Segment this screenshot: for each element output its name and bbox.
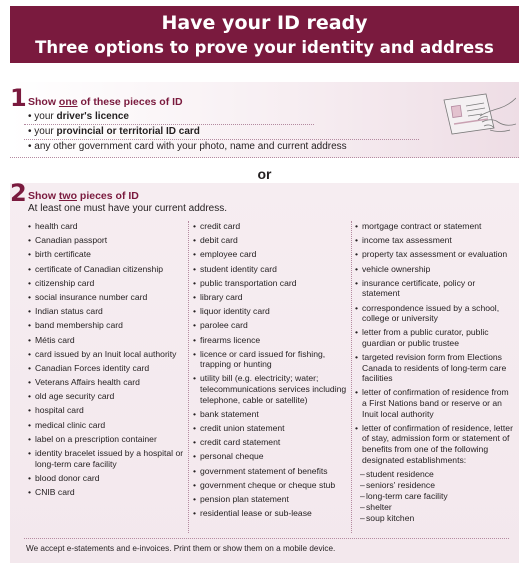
list-item: • health card bbox=[28, 221, 186, 232]
list-item: • label on a prescription container bbox=[28, 434, 186, 445]
list-item: • old age security card bbox=[28, 391, 186, 402]
list-item: • vehicle ownership bbox=[355, 264, 513, 275]
option-one-section bbox=[10, 82, 519, 158]
list-item: • employee card bbox=[193, 249, 351, 260]
footer-note: We accept e-statements and e-invoices. Print them or show them on a mobile device. bbox=[26, 544, 336, 553]
list-item: – shelter bbox=[355, 502, 513, 513]
list-item: • Indian status card bbox=[28, 306, 186, 317]
option-two-number: 2 bbox=[10, 179, 27, 207]
list-item: • insurance certificate, policy or statement bbox=[355, 278, 513, 299]
list-item: • Canadian Forces identity card bbox=[28, 363, 186, 374]
page-title: Have your ID ready bbox=[161, 12, 368, 34]
list-item: • income tax assessment bbox=[355, 235, 513, 246]
list-item: – seniors' residence bbox=[355, 480, 513, 491]
title-banner bbox=[10, 6, 519, 63]
column-divider bbox=[351, 221, 352, 533]
list-item: • firearms licence bbox=[193, 335, 351, 346]
list-item: – student residence bbox=[355, 469, 513, 480]
item-text: any other government card with your photo, name and current address bbox=[34, 141, 347, 152]
heading-text: of these pieces of ID bbox=[77, 96, 183, 108]
option-two-section bbox=[10, 179, 519, 563]
id-list-column-2 bbox=[193, 221, 351, 522]
option-one-item: • your driver's licence bbox=[28, 111, 129, 122]
list-item: • personal cheque bbox=[193, 451, 351, 462]
option-one-heading bbox=[28, 96, 183, 108]
list-item: • targeted revision form from Elections Canada to residents of long-term care facilities bbox=[355, 352, 513, 384]
item-bold-text: provincial or territorial ID card bbox=[56, 126, 200, 137]
heading-text: Show bbox=[28, 96, 59, 108]
option-one-item: • any other government card with your photo, name and current address bbox=[28, 141, 347, 152]
list-item: • utility bill (e.g. electricity; water; telecommunications services including telephone, cable or satellite) bbox=[193, 373, 351, 405]
list-item: • correspondence issued by a school, college or university bbox=[355, 303, 513, 324]
option-two-subheading: At least one must have your current address. bbox=[28, 203, 227, 214]
list-item: • government cheque or cheque stub bbox=[193, 480, 351, 491]
heading-emphasis: one bbox=[58, 96, 78, 108]
list-item: • birth certificate bbox=[28, 249, 186, 260]
list-item: • social insurance number card bbox=[28, 292, 186, 303]
list-item: • debit card bbox=[193, 235, 351, 246]
list-item: • mortgage contract or statement bbox=[355, 221, 513, 232]
list-item: • band membership card bbox=[28, 320, 186, 331]
list-item: • Veterans Affairs health card bbox=[28, 377, 186, 388]
id-card-in-hand-icon bbox=[424, 86, 516, 148]
establishment-list bbox=[355, 469, 513, 524]
or-separator: or bbox=[257, 166, 272, 182]
heading-text: Show bbox=[28, 190, 59, 202]
list-item: – soup kitchen bbox=[355, 513, 513, 524]
list-item: • letter of confirmation of residence from a First Nations band or reserve or an Inuit local authority bbox=[355, 387, 513, 419]
id-list-column-3 bbox=[355, 221, 513, 524]
list-item: • CNIB card bbox=[28, 487, 186, 498]
list-item: • residential lease or sub-lease bbox=[193, 508, 351, 519]
list-item: • citizenship card bbox=[28, 278, 186, 289]
list-item: • property tax assessment or evaluation bbox=[355, 249, 513, 260]
list-item: • identity bracelet issued by a hospital or long-term care facility bbox=[28, 448, 186, 469]
page-subtitle: Three options to prove your identity and address bbox=[35, 38, 494, 57]
item-text: your bbox=[34, 111, 57, 122]
item-text: your bbox=[34, 126, 57, 137]
list-item: • government statement of benefits bbox=[193, 466, 351, 477]
list-item: • credit union statement bbox=[193, 423, 351, 434]
list-item: • letter of confirmation of residence, letter of stay, admission form or statement of benefits from one of the following designated establishments: bbox=[355, 423, 513, 465]
item-bold-text: driver's licence bbox=[56, 111, 129, 122]
list-item: • certificate of Canadian citizenship bbox=[28, 264, 186, 275]
list-item: • Métis card bbox=[28, 335, 186, 346]
heading-emphasis: two bbox=[58, 190, 77, 202]
list-item: • Canadian passport bbox=[28, 235, 186, 246]
id-list-column-1 bbox=[28, 221, 186, 501]
list-item: • card issued by an Inuit local authority bbox=[28, 349, 186, 360]
list-item: • parolee card bbox=[193, 320, 351, 331]
list-item: • credit card statement bbox=[193, 437, 351, 448]
column-divider bbox=[188, 221, 189, 533]
list-item: • credit card bbox=[193, 221, 351, 232]
list-item: • student identity card bbox=[193, 264, 351, 275]
list-item: • pension plan statement bbox=[193, 494, 351, 505]
list-item: • bank statement bbox=[193, 409, 351, 420]
list-item: – long-term care facility bbox=[355, 491, 513, 502]
option-one-item: • your provincial or territorial ID card bbox=[28, 126, 200, 137]
list-item: • blood donor card bbox=[28, 473, 186, 484]
heading-text: pieces of ID bbox=[77, 190, 139, 202]
option-two-heading bbox=[28, 190, 139, 202]
list-item: • licence or card issued for fishing, trapping or hunting bbox=[193, 349, 351, 370]
option-one-number: 1 bbox=[10, 84, 27, 112]
divider bbox=[24, 538, 509, 539]
list-item: • medical clinic card bbox=[28, 420, 186, 431]
list-item: • public transportation card bbox=[193, 278, 351, 289]
list-item: • hospital card bbox=[28, 405, 186, 416]
list-item: • liquor identity card bbox=[193, 306, 351, 317]
list-item: • library card bbox=[193, 292, 351, 303]
list-item: • letter from a public curator, public guardian or public trustee bbox=[355, 327, 513, 348]
